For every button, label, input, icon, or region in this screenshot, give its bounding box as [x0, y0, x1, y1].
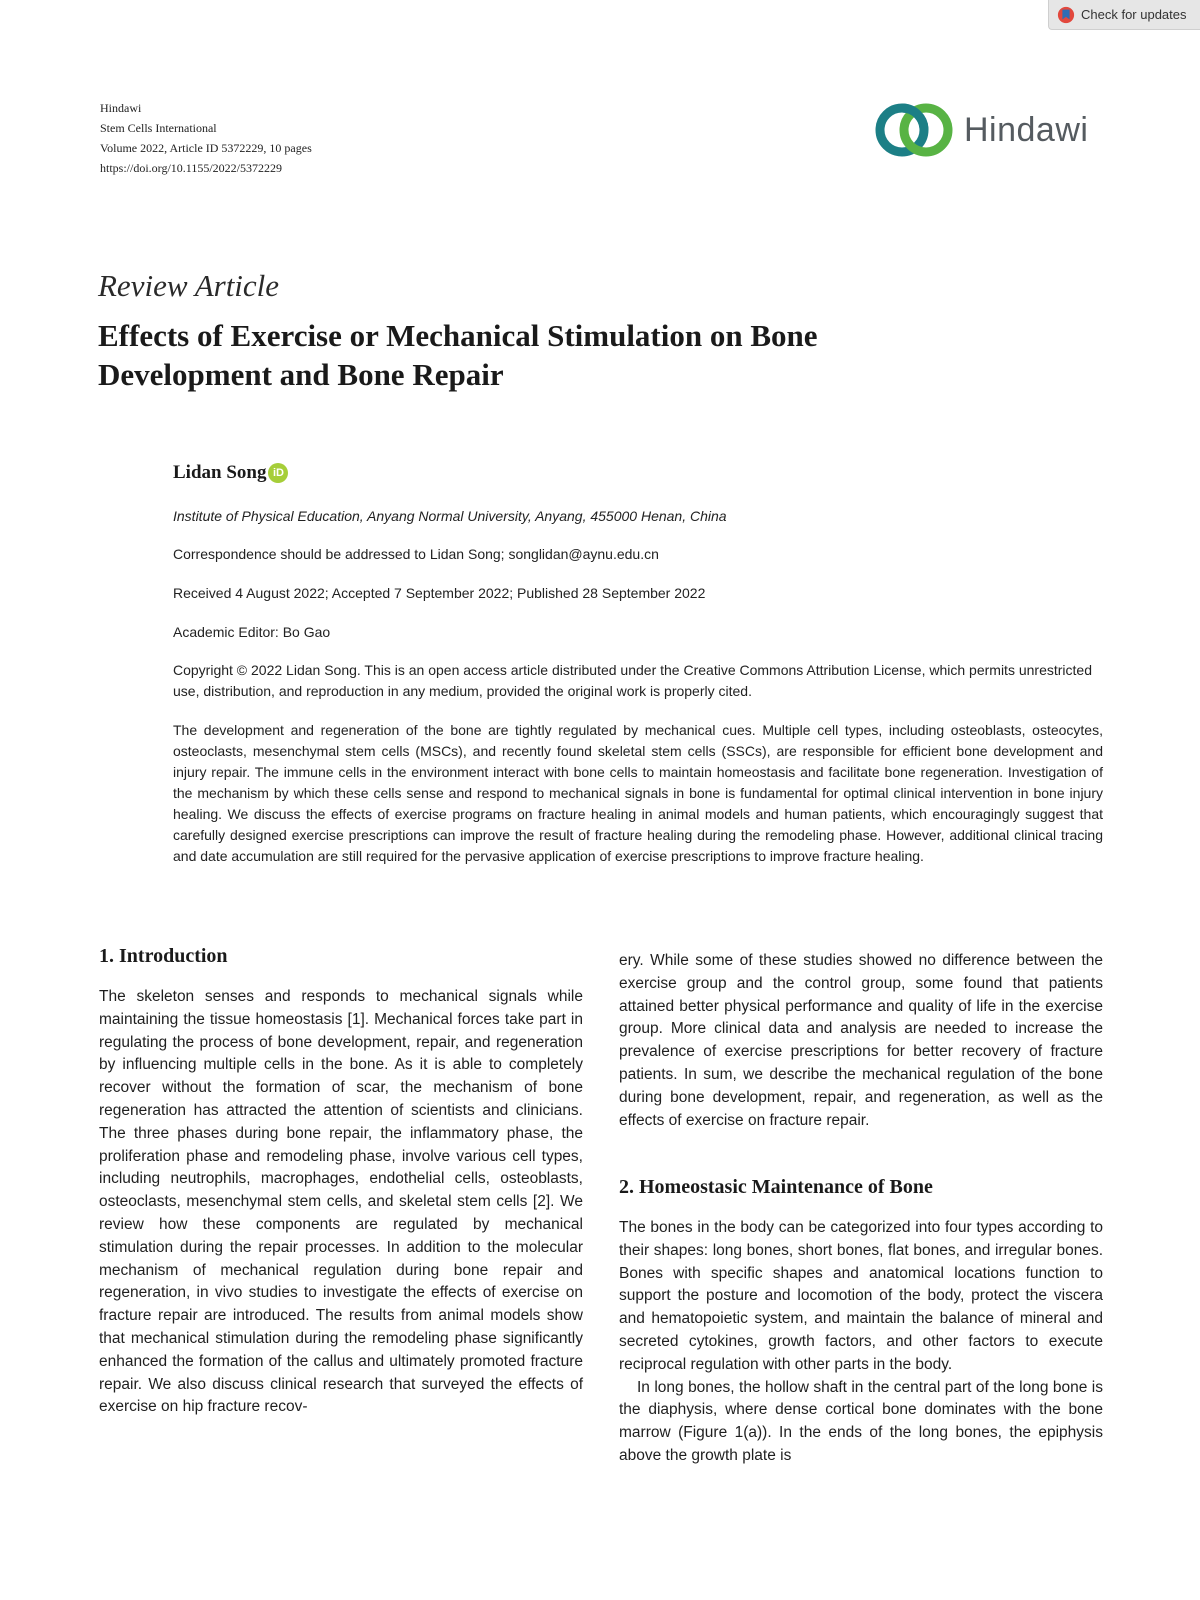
journal-name: Stem Cells International: [100, 121, 217, 135]
right-column: [619, 950, 1103, 1132]
journal-metadata: [100, 98, 312, 178]
hindawi-rings-icon: [872, 98, 958, 162]
intro-paragraph: The skeleton senses and responds to mechanical signals while maintaining the tissue homeostasis [1]. Mechanical forces take part in regulating the process of bone development, repair, and regeneration by influencing multiple cells in the bone. As it is able to completely recover without the formation of scar, the mechanism of bone regeneration has attracted the attention of scientists and clinicians. The three phases during bone repair, the inflammatory phase, the proliferation phase and remodeling phase, involve various cell types, including neutrophils, macrophages, endothelial cells, osteoblasts, osteoclasts, mesenchymal stem cells, and skeletal stem cells [2]. We review how these components are regulated by mechanical stimulation during the repair processes. In addition to the molecular mechanism of mechanical regulation during bone repair and regeneration, in vivo studies to investigate the effects of exercise on fracture repair are introduced. The results from animal models show that mechanical stimulation during the remodeling phase significantly enhanced the formation of the callus and ultimately promoted fracture repair. We also discuss clinical research that surveyed the effects of exercise on hip fracture recov-: [99, 988, 583, 1416]
section-heading-introduction: 1. Introduction: [99, 945, 228, 967]
intro-paragraph-continued: ery. While some of these studies showed no difference between the exercise group and the control group, some found that patients attained better physical performance and quality of life in the exercise group. More clinical data and analysis are needed to increase the prevalence of exercise prescriptions for better recovery of fracture patients. In sum, we describe the mechanical regulation of the bone during bone development, repair, and regeneration, as well as the effects of exercise on fracture repair.: [619, 952, 1103, 1129]
article-title: Effects of Exercise or Mechanical Stimulation on Bone Development and Bone Repair: [98, 318, 818, 392]
author-line: [173, 462, 288, 484]
orcid-icon[interactable]: iD: [268, 463, 288, 483]
affiliation: Institute of Physical Education, Anyang Normal University, Anyang, 455000 Henan, China: [173, 508, 727, 524]
check-for-updates-label: Check for updates: [1081, 7, 1187, 22]
publication-dates: Received 4 August 2022; Accepted 7 September 2022; Published 28 September 2022: [173, 585, 706, 601]
check-for-updates-button[interactable]: [1048, 0, 1200, 30]
hindawi-logo: [872, 98, 1088, 162]
hindawi-wordmark: Hindawi: [964, 110, 1089, 149]
left-column: [99, 986, 583, 1419]
doi-link[interactable]: https://doi.org/10.1155/2022/5372229: [100, 161, 283, 175]
article-type: Review Article: [98, 268, 280, 303]
volume-info: Volume 2022, Article ID 5372229, 10 pages: [100, 141, 312, 155]
section-heading-homeostasis: 2. Homeostasic Maintenance of Bone: [619, 1176, 933, 1198]
crossmark-icon: [1057, 6, 1075, 24]
correspondence: Correspondence should be addressed to Lidan Song; songlidan@aynu.edu.cn: [173, 546, 659, 562]
homeostasis-paragraph-1: The bones in the body can be categorized into four types according to their shapes: long bones, short bones, flat bones, and irregular bones. Bones with specific shapes and anatomical locations function to support the posture and locomotion of the body, protect the viscera and hematopoietic system, and maintain the balance of mineral and secreted cytokines, growth factors, and other factors to execute reciprocal regulation with other parts in the body.: [619, 1219, 1103, 1373]
author-name[interactable]: Lidan Song: [173, 462, 267, 483]
publisher-name: Hindawi: [100, 101, 142, 115]
abstract: The development and regeneration of the bone are tightly regulated by mechanical cues. Multiple cell types, including osteoblasts, osteocytes, osteoclasts, mesenchymal stem cells (MSCs), and recently found skeletal stem cells (SSCs), are responsible for efficient bone development and injury repair. The immune cells in the environment interact with bone cells to maintain homeostasis and facilitate bone regeneration. Investigation of the mechanism by which these cells sense and respond to mechanical signals in bone is fundamental for optimal clinical intervention in bone injury healing. We discuss the effects of exercise programs on fracture healing in animal models and human patients, which encouragingly suggest that carefully designed exercise prescriptions can improve the result of fracture healing during the remodeling phase. However, additional clinical tracing and date accumulation are still required for the pervasive application of exercise prescriptions to improve fracture healing.: [173, 722, 1103, 864]
academic-editor: Academic Editor: Bo Gao: [173, 624, 331, 640]
copyright-notice: Copyright © 2022 Lidan Song. This is an open access article distributed under the Creative Commons Attribution License, which permits unrestricted use, distribution, and reproduction in any medium, provided the original work is properly cited.: [173, 662, 1092, 699]
homeostasis-body: [619, 1217, 1103, 1468]
homeostasis-paragraph-2: In long bones, the hollow shaft in the central part of the long bone is the diaphysis, where dense cortical bone dominates with the bone marrow (Figure 1(a)). In the ends of the long bones, the epiphysis above the growth plate is: [619, 1378, 1103, 1464]
